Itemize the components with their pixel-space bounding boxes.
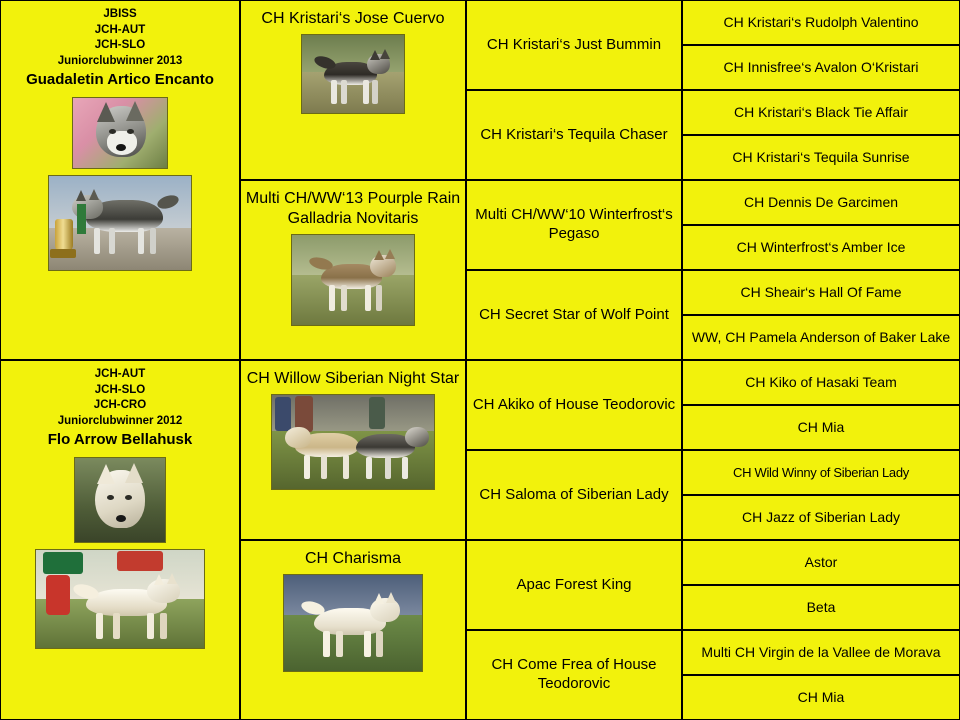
grandparent-8-name: CH Come Frea of House Teodorovic [491, 656, 657, 692]
pedigree-cell-dog-2 [0, 360, 240, 720]
pedigree-cell-grandparent-8 [466, 630, 682, 720]
grandparent-7-name: Apac Forest King [516, 575, 632, 593]
dog-2-title-0: JCH-AUT [94, 368, 146, 380]
dog-2-title-3: Juniorclubwinner 2012 [57, 414, 183, 427]
grandparent-2-name: CH Kristari‘s Tequila Chaser [480, 125, 668, 143]
pedigree-cell-grandparent-7 [466, 540, 682, 630]
grandparent-3-name: Multi CH/WW‘10 Winterfrost‘s Pegaso [475, 206, 673, 242]
pedigree-cell-grandparent-3 [466, 180, 682, 270]
great-grandparent-2-name: CH Innisfree‘s Avalon O‘Kristari [723, 59, 919, 76]
parent-1-name: CH Kristari‘s Jose Cuervo [261, 10, 445, 27]
grandparent-6-name: CH Saloma of Siberian Lady [479, 485, 669, 503]
pedigree-cell-great-grandparent-1 [682, 0, 960, 45]
charisma-photo [283, 574, 423, 672]
pedigree-cell-great-grandparent-15 [682, 630, 960, 675]
pedigree-cell-grandparent-5 [466, 360, 682, 450]
pedigree-cell-great-grandparent-10 [682, 405, 960, 450]
guadaletin-head-photo [72, 97, 168, 169]
pedigree-cell-great-grandparent-4 [682, 135, 960, 180]
dog-1-title-1: JCH-AUT [94, 23, 146, 36]
great-grandparent-8-name: WW, CH Pamela Anderson of Baker Lake [691, 329, 951, 346]
dog-2-name: Flo Arrow Bellahusk [47, 431, 193, 449]
great-grandparent-14-name: Beta [806, 599, 836, 616]
great-grandparent-5-name: CH Dennis De Garcimen [743, 194, 899, 211]
great-grandparent-6-name: CH Winterfrost‘s Amber Ice [736, 239, 906, 256]
great-grandparent-12-name: CH Jazz of Siberian Lady [742, 509, 900, 526]
pedigree-cell-parent-1 [240, 0, 466, 180]
dog-1-title-0: JBISS [103, 8, 137, 20]
pedigree-column-great-grandparents [682, 0, 960, 720]
pedigree-cell-great-grandparent-11 [682, 450, 960, 495]
great-grandparent-9-name: CH Kiko of Hasaki Team [745, 374, 897, 391]
pedigree-cell-parent-3 [240, 360, 466, 540]
pedigree-cell-grandparent-1 [466, 0, 682, 90]
great-grandparent-1-name: CH Kristari‘s Rudolph Valentino [723, 14, 919, 31]
great-grandparent-7-name: CH Sheair‘s Hall Of Fame [740, 284, 902, 301]
guadaletin-stack-photo [48, 175, 192, 271]
pedigree-cell-great-grandparent-13 [682, 540, 960, 585]
willow-siberian-photo [271, 394, 435, 490]
great-grandparent-4-name: CH Kristari‘s Tequila Sunrise [732, 149, 910, 166]
grandparent-1-name: CH Kristari‘s Just Bummin [486, 35, 662, 53]
great-grandparent-16-name: CH Mia [797, 689, 845, 706]
grandparent-5-name: CH Akiko of House Teodorovic [472, 395, 676, 413]
pedigree-cell-great-grandparent-14 [682, 585, 960, 630]
pedigree-cell-parent-2 [240, 180, 466, 360]
pedigree-cell-grandparent-2 [466, 90, 682, 180]
dog-2-title-2: JCH-CRO [93, 399, 147, 412]
pedigree-cell-great-grandparent-12 [682, 495, 960, 540]
dog-2-title-1: JCH-SLO [94, 383, 146, 396]
parent-3-name: CH Willow Siberian Night Star [246, 370, 460, 387]
parent-2-name: Multi CH/WW‘13 Pourple Rain Galladria Novitaris [245, 190, 461, 227]
pedigree-cell-great-grandparent-7 [682, 270, 960, 315]
great-grandparent-11-name: CH Wild Winny of Siberian Lady [733, 464, 909, 480]
pedigree-cell-grandparent-4 [466, 270, 682, 360]
pedigree-column-parents [240, 0, 466, 720]
parent-4-name: CH Charisma [304, 550, 401, 567]
flo-arrow-stack-photo [35, 549, 205, 649]
grandparent-4-name: CH Secret Star of Wolf Point [479, 305, 669, 323]
pedigree-cell-great-grandparent-9 [682, 360, 960, 405]
dog-2-photos [1, 454, 239, 649]
great-grandparent-3-name: CH Kristari‘s Black Tie Affair [733, 104, 908, 121]
pedigree-column-subject [0, 0, 240, 720]
dog-1-title-2: JCH-SLO [94, 39, 146, 52]
great-grandparent-10-name: CH Mia [797, 419, 845, 436]
dog-1-photos [1, 94, 239, 271]
flo-arrow-head-photo [74, 457, 166, 543]
pedigree-cell-great-grandparent-8 [682, 315, 960, 360]
great-grandparent-15-name: Multi CH Virgin de la Vallee de Morava [701, 644, 941, 661]
pedigree-cell-dog-1 [0, 0, 240, 360]
pedigree-cell-parent-4 [240, 540, 466, 720]
pedigree-column-grandparents [466, 0, 682, 720]
pedigree-cell-great-grandparent-3 [682, 90, 960, 135]
pedigree-cell-great-grandparent-16 [682, 675, 960, 720]
pedigree-cell-great-grandparent-5 [682, 180, 960, 225]
pedigree-cell-great-grandparent-2 [682, 45, 960, 90]
great-grandparent-13-name: Astor [804, 554, 838, 571]
pedigree-cell-grandparent-6 [466, 450, 682, 540]
dog-1-name: Guadaletin Artico Encanto [26, 71, 214, 89]
dog-2-titles [54, 365, 187, 429]
pourple-rain-photo [291, 234, 415, 326]
pedigree-cell-great-grandparent-6 [682, 225, 960, 270]
dog-1-titles [54, 5, 187, 69]
jose-cuervo-photo [301, 34, 405, 114]
dog-1-title-3: Juniorclubwinner 2013 [57, 54, 183, 67]
